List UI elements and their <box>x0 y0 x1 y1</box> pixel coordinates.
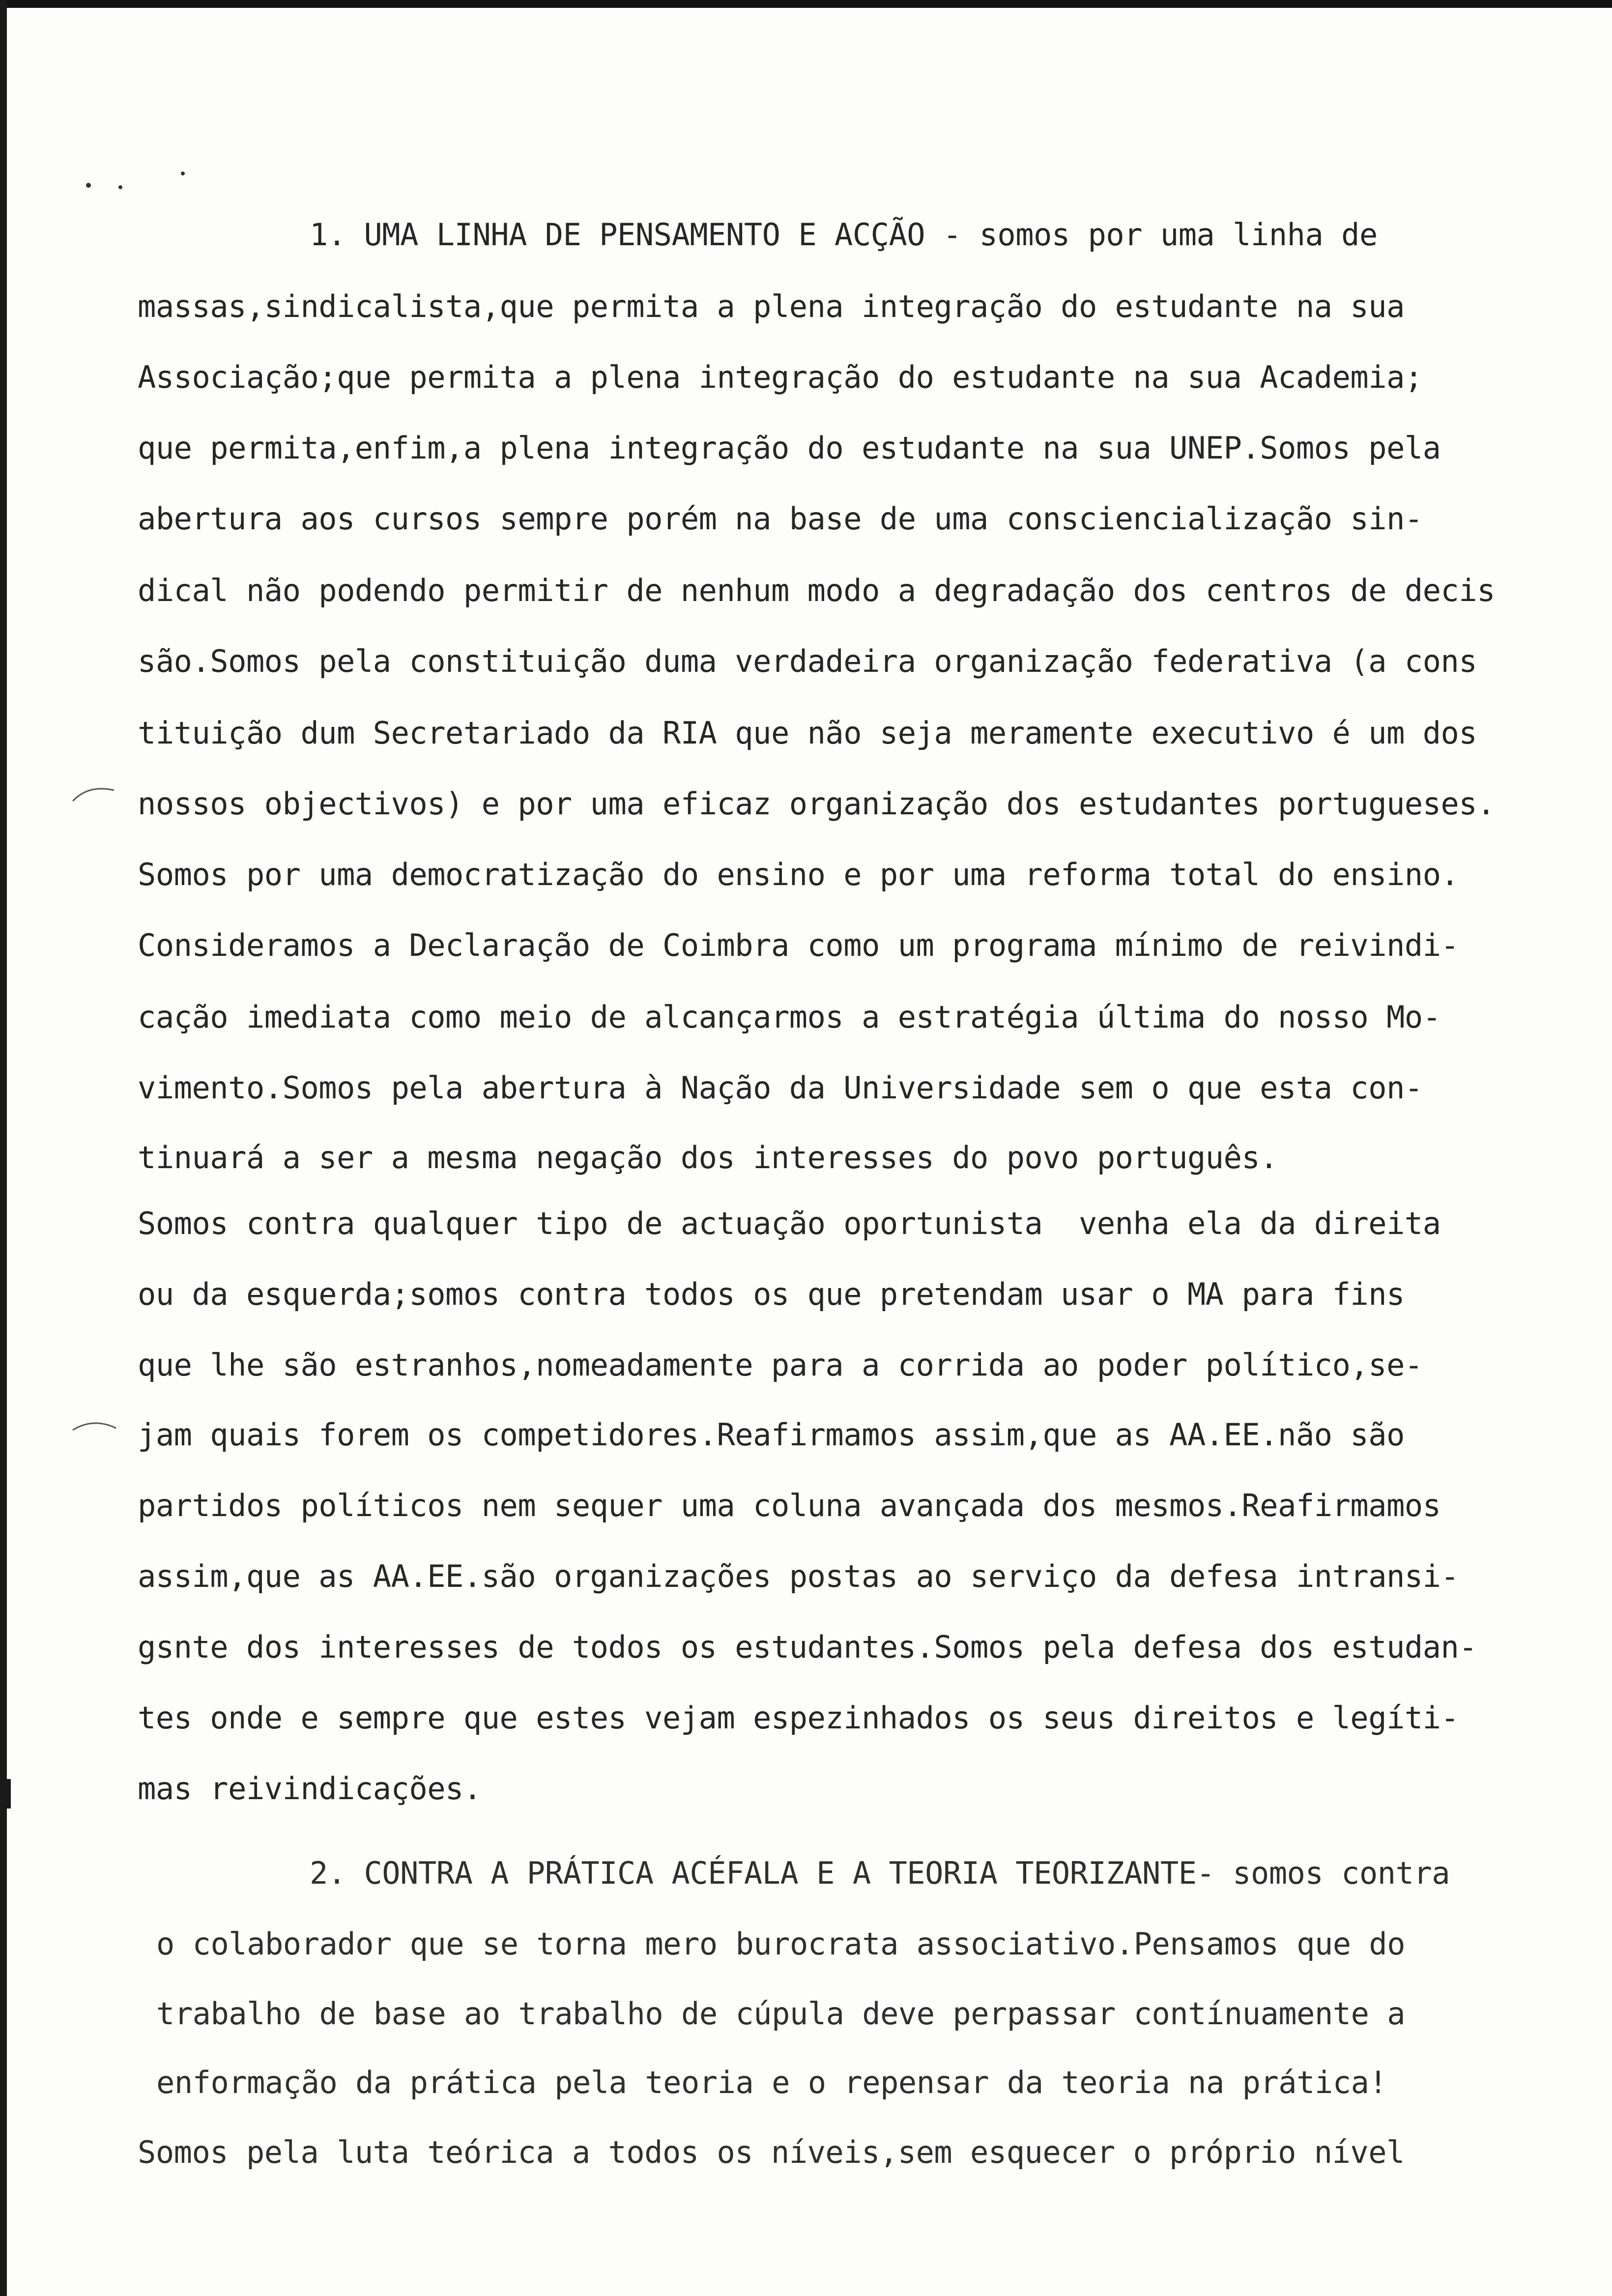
text-line: 1. UMA LINHA DE PENSAMENTO E ACÇÃO - somos por uma linha de <box>310 217 1378 253</box>
text-line: 2. CONTRA A PRÁTICA ACÉFALA E A TEORIA TEORIZANTE- somos contra <box>310 1855 1450 1891</box>
text-line: que permita,enfim,a plena integração do estudante na sua UNEP.Somos pela <box>138 430 1441 466</box>
text-line: enformação da prática pela teoria e o repensar da teoria na prática! <box>156 2065 1387 2100</box>
scan-edge-top <box>0 0 1612 8</box>
text-line: nossos objectivos) e por uma eficaz organização dos estudantes portugueses. <box>138 786 1496 822</box>
scan-edge-left <box>0 0 7 2296</box>
text-line: tituição dum Secretariado da RIA que não seja meramente executivo é um dos <box>138 715 1477 751</box>
scan-edge-mark <box>0 1779 11 1808</box>
ink-specks <box>74 170 192 199</box>
text-line: Associação;que permita a plena integração do estudante na sua Academia; <box>138 359 1423 395</box>
text-line: vimento.Somos pela abertura à Nação da Universidade sem o que esta con- <box>138 1070 1423 1106</box>
text-line: trabalho de base ao trabalho de cúpula deve perpassar contínuamente a <box>156 1996 1406 2032</box>
text-line: mas reivindicações. <box>138 1771 482 1807</box>
margin-pencil-mark <box>69 1415 118 1440</box>
text-line: são.Somos pela constituição duma verdadeira organização federativa (a cons <box>138 643 1477 679</box>
text-line: partidos políticos nem sequer uma coluna avançada dos mesmos.Reafirmamos <box>138 1488 1441 1523</box>
text-line: jam quais forem os competidores.Reafirmamos assim,que as AA.EE.não são <box>138 1417 1405 1453</box>
text-line: ou da esquerda;somos contra todos os que pretendam usar o MA para fins <box>138 1276 1405 1312</box>
text-line: abertura aos cursos sempre porém na base de uma consciencialização sin- <box>138 501 1423 537</box>
text-line: Somos por uma democratização do ensino e por uma reforma total do ensino. <box>138 857 1459 892</box>
text-line: cação imediata como meio de alcançarmos a estratégia última do nosso Mo- <box>138 999 1441 1035</box>
text-line: que lhe são estranhos,nomeadamente para a corrida ao poder político,se- <box>138 1347 1423 1383</box>
text-line: assim,que as AA.EE.são organizações postas ao serviço da defesa intransi- <box>138 1558 1459 1594</box>
text-line: Consideramos a Declaração de Coimbra como um programa mínimo de reivindi- <box>138 927 1459 963</box>
text-line: Somos contra qualquer tipo de actuação oportunista venha ela da direita <box>138 1205 1441 1241</box>
text-line: tes onde e sempre que estes vejam espezinhados os seus direitos e legíti- <box>138 1700 1459 1736</box>
text-line: o colaborador que se torna mero burocrata associativo.Pensamos que do <box>156 1926 1406 1962</box>
text-line: tinuará a ser a mesma negação dos interesses do povo português. <box>138 1140 1278 1176</box>
text-line: massas,sindicalista,que permita a plena integração do estudante na sua <box>138 288 1405 324</box>
text-line: gsnte dos interesses de todos os estudantes.Somos pela defesa dos estudan- <box>138 1629 1477 1665</box>
text-line: dical não podendo permitir de nenhum modo a degradação dos centros de decis <box>138 573 1496 608</box>
margin-pencil-mark <box>69 781 118 806</box>
text-line: Somos pela luta teórica a todos os níveis,sem esquecer o próprio nível <box>138 2134 1405 2170</box>
